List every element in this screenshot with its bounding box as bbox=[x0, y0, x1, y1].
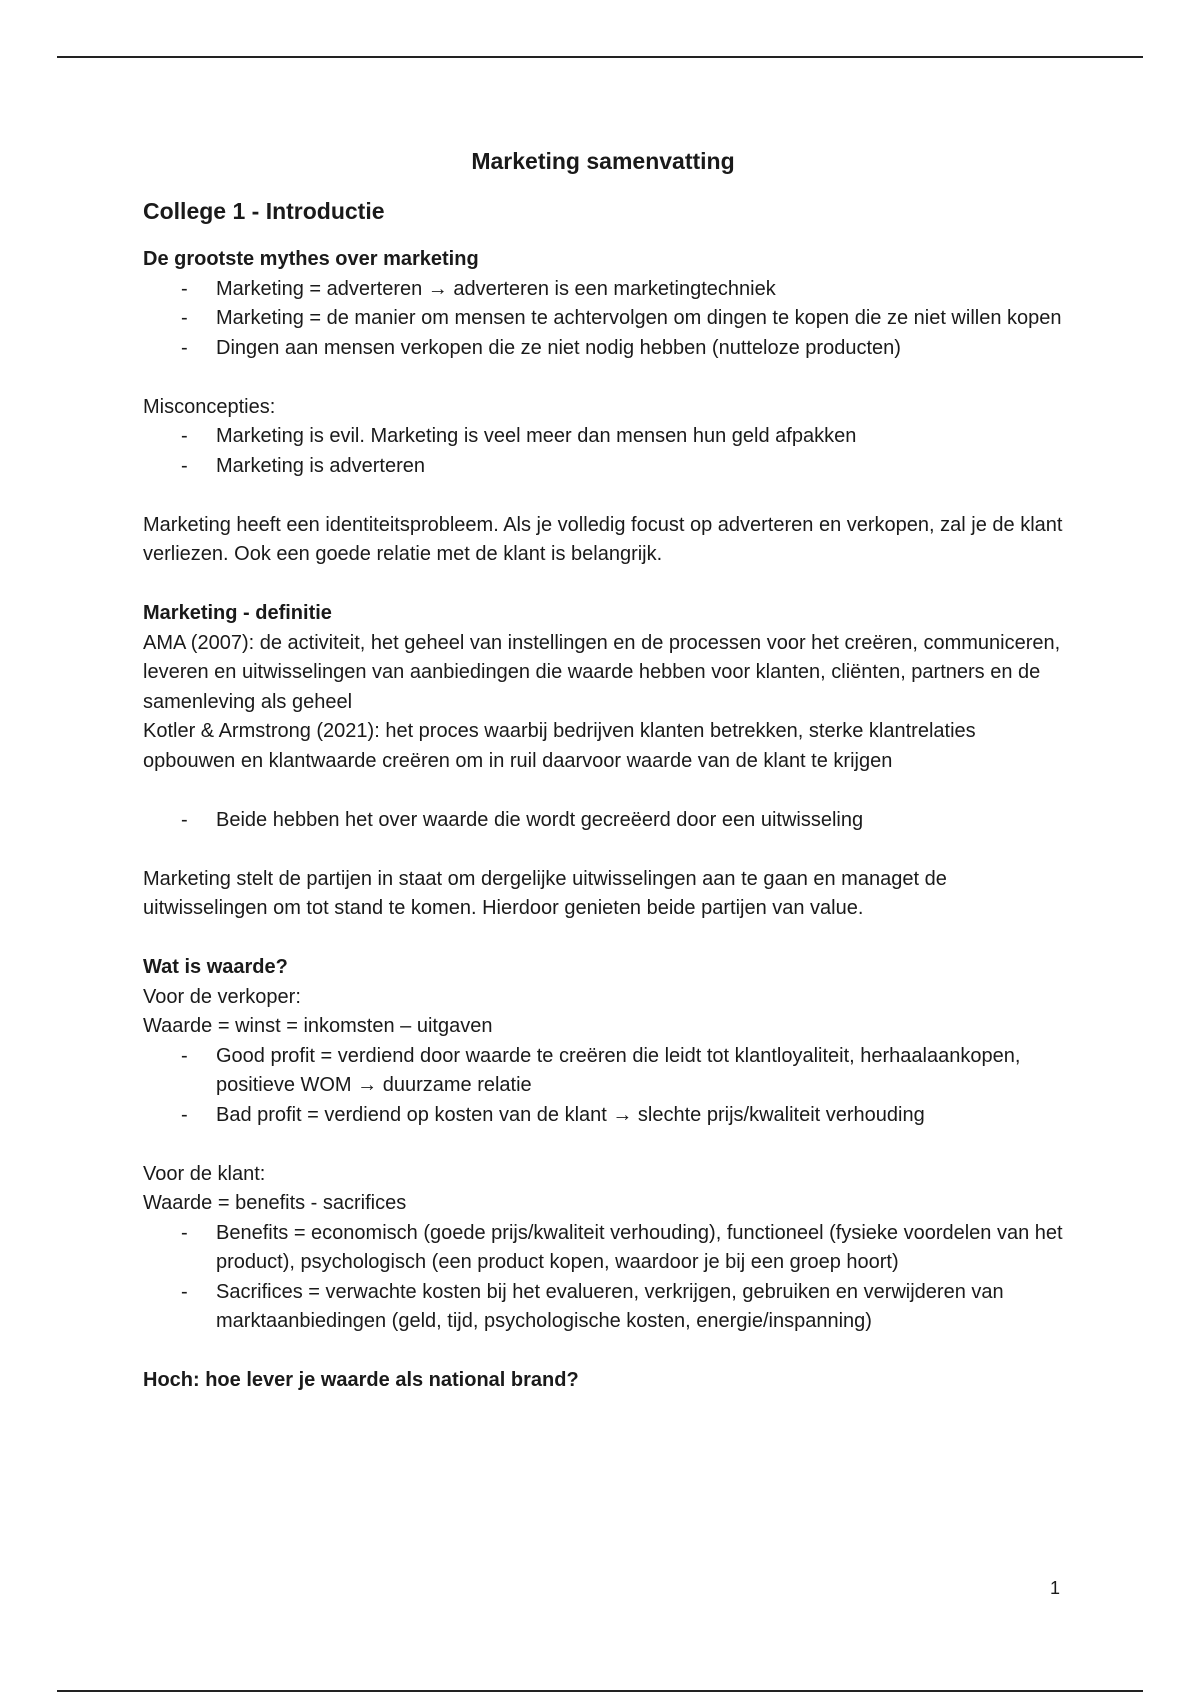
myths-list bbox=[143, 275, 1063, 364]
spacer bbox=[143, 363, 1063, 393]
verkoper-list bbox=[143, 1042, 1063, 1131]
waarde-heading: Wat is waarde? bbox=[143, 956, 288, 978]
verkoper-label: Voor de verkoper: bbox=[143, 985, 301, 1008]
spacer bbox=[143, 835, 1063, 865]
list-item: - Marketing = adverteren → adverteren is een marketingtechniek bbox=[143, 275, 1063, 305]
chapter-heading: College 1 - Introductie bbox=[143, 198, 385, 224]
header-rule bbox=[57, 56, 1143, 58]
list-item: - Beide hebben het over waarde die wordt gecreëerd door een uitwisseling bbox=[143, 806, 1063, 836]
klant-list bbox=[143, 1219, 1063, 1337]
spacer bbox=[143, 776, 1063, 806]
list-item: - Marketing = de manier om mensen te achtervolgen om dingen te kopen die ze niet willen kopen bbox=[143, 304, 1063, 334]
spacer bbox=[143, 1337, 1063, 1367]
hoch-heading: Hoch: hoe lever je waarde als national brand? bbox=[143, 1369, 579, 1391]
list-item: - Benefits = economisch (goede prijs/kwaliteit verhouding), functioneel (fysieke voordelen van het product), psychologisch (een product kopen, waardoor je bij een groep hoort) bbox=[143, 1219, 1063, 1278]
spacer bbox=[143, 570, 1063, 600]
footer-rule bbox=[57, 1690, 1143, 1692]
spacer bbox=[143, 481, 1063, 511]
identity-paragraph: Marketing heeft een identiteitsprobleem. Als je volledig focust op adverteren en verkopen, zal je de klant verliezen. Ook een goede relatie met de klant is belangrijk. bbox=[143, 513, 1063, 565]
spacer bbox=[143, 1130, 1063, 1160]
verkoper-formula: Waarde = winst = inkomsten – uitgaven bbox=[143, 1015, 493, 1037]
myths-heading: De grootste mythes over marketing bbox=[143, 248, 479, 270]
list-item: - Marketing is adverteren bbox=[143, 452, 1063, 482]
definitie-list bbox=[143, 806, 1063, 836]
spacer bbox=[143, 924, 1063, 954]
kotler-definition: Kotler & Armstrong (2021): het proces waarbij bedrijven klanten betrekken, sterke klantrelaties opbouwen en klantwaarde creëren om in ruil daarvoor waarde van de klant te krijgen bbox=[143, 720, 976, 772]
list-item: - Marketing is evil. Marketing is veel meer dan mensen hun geld afpakken bbox=[143, 422, 1063, 452]
misconcepties-list bbox=[143, 422, 1063, 481]
ama-definition: AMA (2007): de activiteit, het geheel van instellingen en de processen voor het creëren, communiceren, leveren en uitwisselingen van aanbiedingen die waarde hebben voor klanten, cliënten, partners en de samenleving als geheel bbox=[143, 631, 1061, 713]
page-number: 1 bbox=[1049, 1578, 1060, 1598]
document-title: Marketing samenvatting bbox=[471, 148, 735, 174]
definitie-heading: Marketing - definitie bbox=[143, 602, 332, 624]
document-page bbox=[143, 145, 1063, 1396]
list-item: - Good profit = verdiend door waarde te creëren die leidt tot klantloyaliteit, herhaalaankopen, positieve WOM → duurzame relatie bbox=[143, 1042, 1063, 1101]
definitie-paragraph: Marketing stelt de partijen in staat om dergelijke uitwisselingen aan te gaan en managet de uitwisselingen om tot stand te komen. Hierdoor genieten beide partijen van value. bbox=[143, 867, 947, 919]
list-item: - Dingen aan mensen verkopen die ze niet nodig hebben (nutteloze producten) bbox=[143, 334, 1063, 364]
misconcepties-label: Misconcepties: bbox=[143, 395, 276, 418]
list-item: - Sacrifices = verwachte kosten bij het evalueren, verkrijgen, gebruiken en verwijderen van marktaanbiedingen (geld, tijd, psychologische kosten, energie/inspanning) bbox=[143, 1278, 1063, 1337]
klant-formula: Waarde = benefits - sacrifices bbox=[143, 1192, 407, 1214]
list-item: - Bad profit = verdiend op kosten van de klant → slechte prijs/kwaliteit verhouding bbox=[143, 1101, 1063, 1131]
klant-label: Voor de klant: bbox=[143, 1162, 266, 1185]
